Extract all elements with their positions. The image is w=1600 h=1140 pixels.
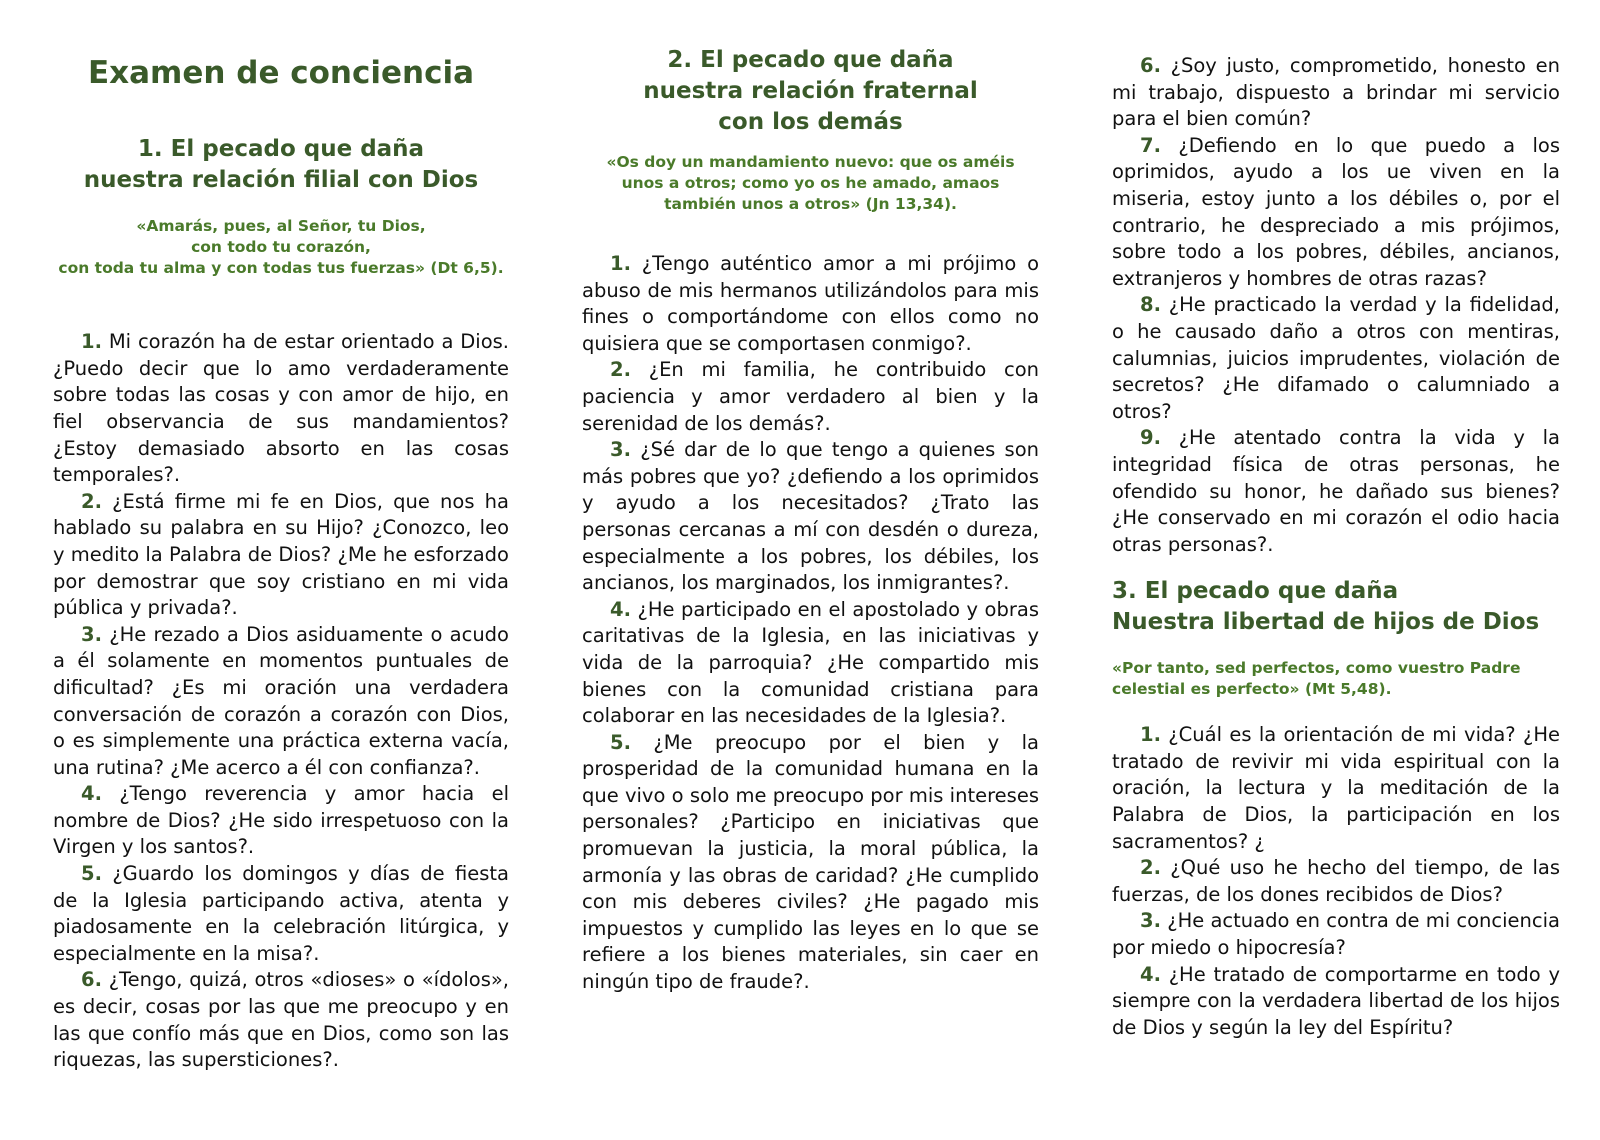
section-1-items: [53, 329, 509, 1074]
section-3-title: [1112, 576, 1560, 638]
column-3: [1112, 0, 1560, 1041]
item-text: ¿Tengo auténtico amor a mi prójimo o abuso de mis hermanos utilizándolos para mis fines o comportándome con ellos como no quisiera que se comportasen conmigo?.: [582, 252, 1039, 355]
quote-line: «Os doy un mandamiento nuevo: que os améis: [606, 153, 1015, 171]
item-number: 3.: [610, 438, 631, 462]
list-item: [582, 597, 1039, 730]
section-title-line: nuestra relación filial con Dios: [83, 167, 479, 194]
list-item: [53, 781, 509, 861]
item-text: ¿Tengo reverencia y amor hacia el nombre de Dios? ¿He sido irrespetuoso con la Virgen y los santos?.: [53, 782, 509, 859]
item-number: 5.: [610, 730, 631, 754]
item-number: 2.: [610, 358, 631, 382]
item-text: ¿Sé dar de lo que tengo a quienes son más pobres que yo? ¿defiendo a los oprimidos y ayudo a los necesitados? ¿Trato las personas cercanas a mí con desdén o dureza, especialmente a los pobres, los débiles, los ancianos, los marginados, los inmigrantes?.: [582, 438, 1039, 595]
item-number: 3.: [81, 622, 102, 646]
quote-line: unos a otros; como yo os he amado, amaos: [621, 174, 1000, 192]
item-text: ¿He atentado contra la vida y la integridad física de otras personas, he ofendido su honor, he dañado sus bienes? ¿He conservado en mi corazón el odio hacia otras personas?.: [1112, 426, 1560, 556]
list-item: [582, 437, 1039, 597]
item-text: ¿He actuado en contra de mi conciencia por miedo o hipocresía?: [1112, 909, 1560, 960]
item-number: 8.: [1140, 293, 1161, 317]
list-item: [53, 861, 509, 967]
column-1: [53, 0, 509, 1074]
list-item: [53, 329, 509, 489]
item-text: ¿Está firme mi fe en Dios, que nos ha hablado su palabra en su Hijo? ¿Conozco, leo y medito la Palabra de Dios? ¿Me he esforzado por demostrar que soy cristiano en mi vida pública y privada?.: [53, 489, 509, 620]
section-2-items-continued: [1112, 53, 1560, 558]
item-text: ¿Defiendo en lo que puedo a los oprimidos, ayudo a los ue viven en la miseria, estoy junto a los débiles o, por el contrario, he despreciado a mis prójimos, sobre todo a los pobres, débiles, ancianos, extranjeros y hombres de otras razas?: [1112, 133, 1560, 290]
item-text: ¿Cuál es la orientación de mi vida? ¿He tratado de revivir mi vida espiritual con la oración, la lectura y la meditación de la Palabra de Dios, la participación en los sacramentos? ¿: [1112, 723, 1560, 853]
quote-line: también unos a otros» (Jn 13,34).: [664, 195, 957, 213]
list-item: [582, 357, 1039, 437]
list-item: [582, 730, 1039, 996]
item-text: ¿He tratado de comportarme en todo y siempre con la verdadera libertad de los hijos de Dios y según la ley del Espíritu?: [1112, 962, 1560, 1039]
item-number: 1.: [1140, 723, 1161, 747]
section-3-items: [1112, 722, 1560, 1041]
item-number: 1.: [81, 330, 102, 354]
list-item: [1112, 292, 1560, 425]
item-number: 2.: [1140, 856, 1161, 880]
section-title-line: con los demás: [718, 109, 903, 135]
item-text: ¿Soy justo, comprometido, honesto en mi trabajo, dispuesto a brindar mi servicio para el bien común?: [1112, 54, 1560, 131]
item-number: 6.: [81, 968, 102, 992]
item-text: ¿Tengo, quizá, otros «dioses» o «ídolos», es decir, cosas por las que me preocupo y en las que confío más que en Dios, como son las riquezas, las supersticiones?.: [53, 968, 509, 1072]
section-title-line: nuestra relación fraternal: [643, 78, 978, 104]
section-1-title: [53, 134, 509, 196]
item-text: ¿He participado en el apostolado y obras caritativas de la Iglesia, en las iniciativas y vida de la parroquia? ¿He compartido mis bienes con la comunidad cristiana para colaborar en las necesidades de la Iglesia?.: [582, 597, 1039, 728]
list-item: [1112, 855, 1560, 908]
item-text: ¿Qué uso he hecho del tiempo, de las fuerzas, de los dones recibidos de Dios?: [1112, 856, 1560, 906]
section-2-items: [582, 251, 1039, 996]
item-number: 1.: [610, 252, 631, 275]
item-text: ¿He rezado a Dios asiduamente o acudo a él solamente en momentos puntuales de dificultad? ¿Es mi oración una verdadera conversación de corazón a corazón con Dios, o es simplemente una práctica externa vacía, una rutina? ¿Me acerco a él con confianza?.: [53, 622, 509, 779]
quote-line: celestial es perfecto» (Mt 5,48).: [1112, 680, 1392, 699]
item-number: 6.: [1140, 54, 1161, 77]
item-number: 9.: [1140, 426, 1161, 450]
section-title-line: Nuestra libertad de hijos de Dios: [1112, 609, 1540, 636]
column-2: [582, 0, 1039, 996]
item-number: 4.: [81, 782, 102, 806]
quote-line: con todo tu corazón,: [191, 238, 371, 257]
section-title-line: 1. El pecado que daña: [137, 136, 425, 163]
section-2-title: [582, 45, 1039, 138]
item-text: ¿Me preocupo por el bien y la prosperidad de la comunidad humana en la que vivo o solo me preocupo por mis intereses personales? ¿Participo en iniciativas que promuevan la justicia, la moral pública, la armonía y las obras de caridad? ¿He cumplido con mis deberes civiles? ¿He pagado mis impuestos y cumplido las leyes en lo que se refiere a los bienes materiales, sin caer en ningún tipo de fraude?.: [582, 730, 1039, 994]
list-item: [1112, 53, 1560, 133]
list-item: [53, 622, 509, 782]
section-2-quote: [582, 152, 1039, 215]
list-item: [1112, 722, 1560, 855]
item-number: 7.: [1140, 133, 1161, 157]
item-text: ¿En mi familia, he contribuido con paciencia y amor verdadero al bien y la serenidad de los demás?.: [582, 358, 1039, 435]
item-text: ¿He practicado la verdad y la fidelidad, o he causado daño a otros con mentiras, calumnias, juicios imprudentes, violación de secretos? ¿He difamado o calumniado a otros?: [1112, 293, 1560, 423]
list-item: [1112, 133, 1560, 293]
section-3-quote: [1112, 658, 1560, 700]
item-number: 5.: [81, 862, 102, 886]
page-title: Examen de conciencia: [87, 55, 475, 91]
list-item: [1112, 962, 1560, 1042]
list-item: [1112, 908, 1560, 961]
section-title-line: 3. El pecado que daña: [1112, 578, 1399, 605]
quote-line: con toda tu alma y con todas tus fuerzas» (Dt 6,5).: [58, 259, 504, 278]
item-number: 2.: [81, 489, 102, 513]
section-1-quote: [53, 216, 509, 279]
list-item: [53, 489, 509, 622]
list-item: [582, 251, 1039, 357]
item-text: ¿Guardo los domingos y días de fiesta de la Iglesia participando activa, atenta y piadosamente en la celebración litúrgica, y especialmente en la misa?.: [53, 862, 509, 965]
item-text: Mi corazón ha de estar orientado a Dios. ¿Puedo decir que lo amo verdaderamente sobre todas las cosas y con amor de hijo, en fiel observancia de sus mandamientos? ¿Estoy demasiado absorto en las cosas temporales?.: [53, 330, 509, 487]
item-number: 3.: [1140, 909, 1161, 933]
quote-line: «Por tanto, sed perfectos, como vuestro Padre: [1112, 659, 1521, 678]
list-item: [1112, 425, 1560, 558]
list-item: [53, 967, 509, 1073]
item-number: 4.: [610, 597, 631, 621]
item-number: 4.: [1140, 962, 1161, 986]
quote-line: «Amarás, pues, al Señor, tu Dios,: [136, 217, 426, 236]
section-title-line: 2. El pecado que daña: [667, 47, 954, 73]
